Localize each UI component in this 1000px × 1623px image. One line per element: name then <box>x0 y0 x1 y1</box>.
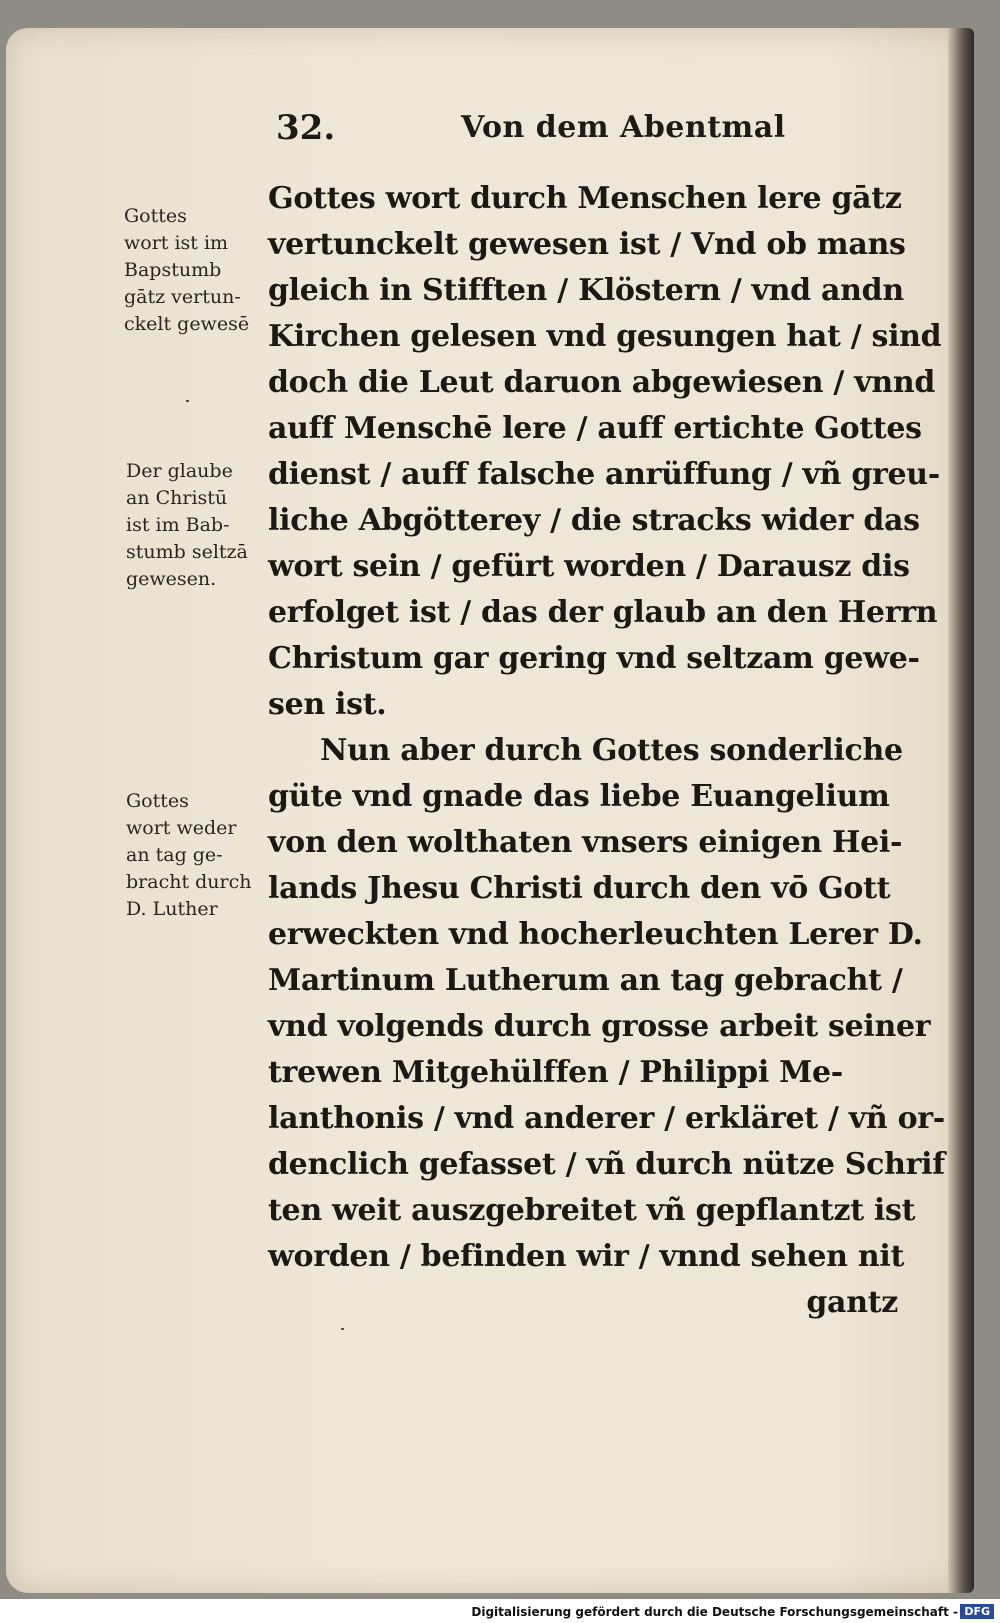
marginal-note-line: gewesen. <box>126 568 217 590</box>
marginal-note-line: Bapstumb <box>124 259 222 281</box>
marginal-note-line: an Christū <box>126 487 228 509</box>
catchword: gantz <box>806 1285 898 1320</box>
text-line: von den wolthaten vnsers einigen Hei- <box>268 825 903 860</box>
marginal-note-line: wort weder <box>126 817 237 839</box>
text-line: Martinum Lutherum an tag gebracht / <box>268 963 903 998</box>
marginal-note-line: gātz vertun- <box>124 286 241 308</box>
ink-speck <box>341 1328 344 1330</box>
text-line: Gottes wort durch Menschen lere gātz <box>268 181 902 216</box>
marginal-note-line: ckelt gewesē <box>124 313 250 335</box>
ink-speck <box>186 400 189 402</box>
marginal-note-2 <box>126 458 248 593</box>
marginal-note-line: stumb seltzā <box>126 541 248 563</box>
page-gutter <box>948 28 974 1593</box>
page-number: 32. <box>276 108 336 148</box>
text-line: worden / befinden wir / vnnd sehen nit <box>268 1239 905 1274</box>
text-line: gleich in Stifften / Klöstern / vnd andn <box>268 273 904 308</box>
running-title: Von dem Abentmal <box>461 110 786 145</box>
text-line: lands Jhesu Christi durch den vō Gott <box>268 871 891 906</box>
text-line: dienst / auff falsche anrüffung / vñ greu- <box>268 457 940 492</box>
text-line: wort sein / gefürt worden / Darausz dis <box>268 549 910 584</box>
body-text <box>268 176 945 1326</box>
funding-credit: Digitalisierung gefördert durch die Deutsche Forschungsgemeinschaft - <box>471 1605 958 1619</box>
marginal-note-line: Gottes <box>124 205 187 227</box>
marginal-note-line: bracht durch <box>126 871 252 893</box>
text-line: erweckten vnd hocherleuchten Lerer D. <box>268 917 923 952</box>
marginal-note-line: D. Luther <box>126 898 218 920</box>
text-line: vnd volgends durch grosse arbeit seiner <box>268 1009 931 1044</box>
marginal-note-line: ist im Bab- <box>126 514 230 536</box>
marginal-note-line: Der glaube <box>126 460 233 482</box>
marginal-note-3 <box>126 788 252 923</box>
text-line: Kirchen gelesen vnd gesungen hat / sind <box>268 319 942 354</box>
text-line: denclich gefasset / vñ durch nütze Schrif <box>268 1147 945 1182</box>
text-line: Christum gar gering vnd seltzam gewe- <box>268 641 920 676</box>
book-page <box>6 28 974 1593</box>
marginal-note-line: wort ist im <box>124 232 229 254</box>
text-line: lanthonis / vnd anderer / erkläret / vñ or- <box>268 1101 945 1136</box>
dfg-logo: DFG <box>960 1604 994 1619</box>
text-line: vertunckelt gewesen ist / Vnd ob mans <box>268 227 906 262</box>
text-line: güte vnd gnade das liebe Euangelium <box>268 779 890 814</box>
text-line: ten weit auszgebreitet vñ gepflantzt ist <box>268 1193 916 1228</box>
text-line: trewen Mitgehülffen / Philippi Me- <box>268 1055 843 1090</box>
text-line: sen ist. <box>268 687 387 722</box>
marginal-note-1 <box>124 203 249 338</box>
text-line: auff Menschē lere / auff ertichte Gottes <box>268 411 922 446</box>
text-line: Nun aber durch Gottes sonderliche <box>320 733 903 768</box>
text-line: liche Abgötterey / die stracks wider das <box>268 503 920 538</box>
marginal-note-line: Gottes <box>126 790 189 812</box>
marginal-note-line: an tag ge- <box>126 844 223 866</box>
text-line: doch die Leut daruon abgewiesen / vnnd <box>268 365 936 400</box>
text-line: erfolget ist / das der glaub an den Herrn <box>268 595 938 630</box>
footer-bar <box>0 1599 1000 1623</box>
